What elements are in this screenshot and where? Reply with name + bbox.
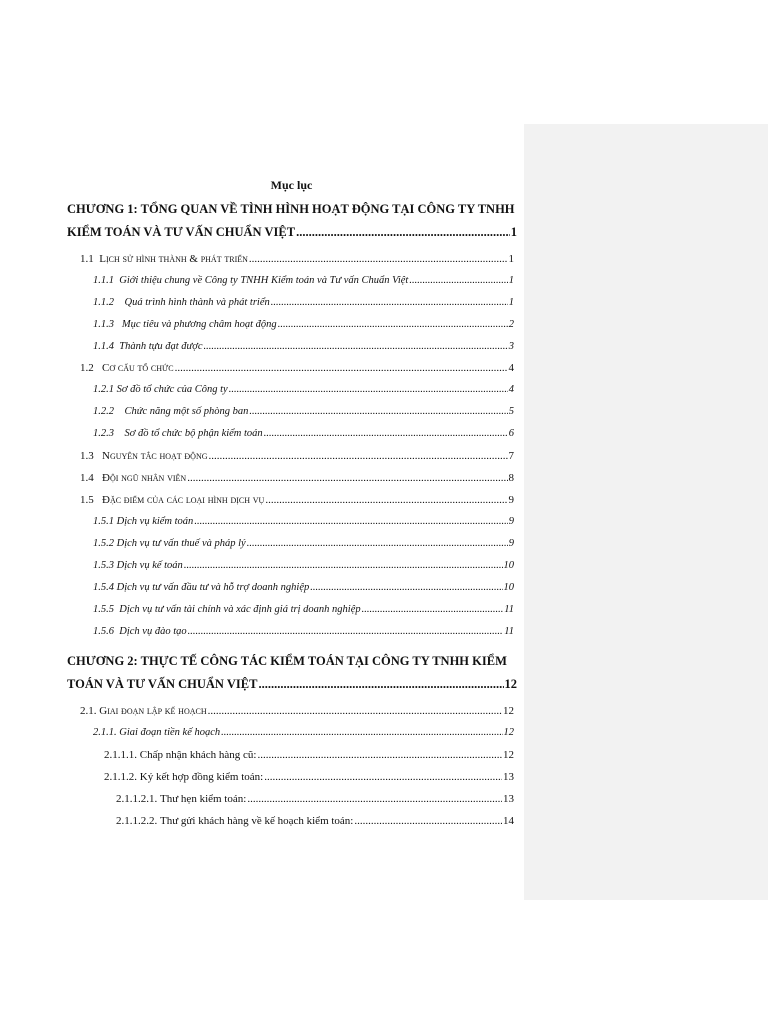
toc-entry[interactable] <box>93 275 514 286</box>
page-number: 1 <box>508 275 514 286</box>
entry-number: 1.2.3 <box>93 428 114 439</box>
toc-entry[interactable] <box>116 793 514 805</box>
toc-entry[interactable] <box>80 472 514 484</box>
page-number: 13 <box>503 793 514 805</box>
page-number: 9 <box>508 538 514 549</box>
entry-number: 1.1 <box>80 253 94 265</box>
entry-text: Nguyên tắc hoạt động <box>102 450 208 462</box>
entry-number: 1.3 <box>80 450 94 462</box>
toc-title: Mục lục <box>270 178 313 192</box>
leader-dots <box>354 815 502 827</box>
leader-dots <box>204 341 508 352</box>
leader-dots <box>271 297 508 308</box>
toc-entry[interactable] <box>80 450 514 462</box>
toc-entry[interactable] <box>80 494 514 506</box>
page-number: 1 <box>508 253 514 265</box>
page-number: 11 <box>504 604 514 615</box>
toc-entry[interactable] <box>93 406 514 417</box>
toc-entry[interactable] <box>93 319 514 330</box>
entry-text: Dịch vụ tư vấn tài chính và xác định giá trị doanh nghiệp <box>119 604 361 615</box>
toc-entry[interactable] <box>93 538 514 549</box>
entry-text: Ký kết hợp đồng kiểm toán: <box>139 771 264 783</box>
page-number: 12 <box>503 727 514 738</box>
toc-entry[interactable] <box>80 362 514 374</box>
leader-dots <box>409 275 507 286</box>
entry-number: 1.1.3 <box>93 319 114 330</box>
chapter1-heading[interactable] <box>67 225 517 240</box>
page-number: 2 <box>508 319 514 330</box>
leader-dots <box>264 428 508 439</box>
page-number: 1 <box>510 225 517 239</box>
entry-text: Sơ đồ tổ chức của Công ty <box>116 384 228 395</box>
toc-entry[interactable] <box>93 727 514 738</box>
leader-dots <box>247 538 508 549</box>
entry-number: 1.4 <box>80 472 94 484</box>
toc-entry[interactable] <box>104 771 514 783</box>
entry-number: 2.1.1.1. <box>104 749 137 761</box>
entry-number: 1.2 <box>80 362 94 374</box>
toc-entry[interactable] <box>93 604 514 615</box>
toc-entry[interactable] <box>93 582 514 593</box>
page-number: 12 <box>504 677 517 691</box>
entry-number: 1.5.1 <box>93 516 114 527</box>
leader-dots <box>187 472 507 484</box>
page-number: 4 <box>508 384 514 395</box>
entry-text: Dịch vụ đào tạo <box>119 626 187 637</box>
entry-number: 1.1.1 <box>93 275 114 286</box>
page-number: 14 <box>503 815 514 827</box>
page-number: 6 <box>508 428 514 439</box>
entry-number: 2.1.1. <box>93 727 117 738</box>
entry-text: Đội ngũ nhân viên <box>102 472 187 484</box>
page-number: 3 <box>508 341 514 352</box>
leader-dots <box>184 560 503 571</box>
page-number: 12 <box>503 749 514 761</box>
entry-text: Dịch vụ kế toán <box>116 560 183 571</box>
leader-dots <box>175 362 508 374</box>
page-number: 9 <box>508 516 514 527</box>
entry-number: 2.1.1.2. <box>104 771 137 783</box>
toc-entry[interactable] <box>93 516 514 527</box>
entry-number: 1.5.2 <box>93 538 114 549</box>
comment-pane <box>524 124 768 900</box>
entry-number: 1.5.3 <box>93 560 114 571</box>
page-number: 10 <box>503 582 514 593</box>
toc-entry[interactable] <box>93 626 514 637</box>
chapter1-heading-line2: KIỂM TOÁN VÀ TƯ VẤN CHUẨN VIỆT <box>67 225 296 239</box>
entry-text: Thành tựu đạt được <box>119 341 203 352</box>
leader-dots <box>278 319 508 330</box>
entry-number: 1.2.1 <box>93 384 114 395</box>
entry-text: Thư hẹn kiểm toán: <box>160 793 247 805</box>
entry-text: Đặc điểm của các loại hình dịch vụ <box>102 494 265 506</box>
toc-entry[interactable] <box>93 560 514 571</box>
leader-dots <box>208 705 502 717</box>
leader-dots <box>249 253 508 265</box>
entry-text: Thư gửi khách hàng về kế hoạch kiểm toán: <box>160 815 354 827</box>
toc-entry[interactable] <box>104 749 514 761</box>
entry-text: Giai đoạn lập kế hoạch <box>99 705 207 717</box>
entry-text: Mục tiêu và phương châm hoạt động <box>121 319 277 330</box>
entry-number: 1.2.2 <box>93 406 114 417</box>
page-number: 1 <box>508 297 514 308</box>
toc-entry[interactable] <box>93 341 514 352</box>
leader-dots <box>257 749 502 761</box>
toc-entry[interactable] <box>93 384 514 395</box>
leader-dots <box>229 384 508 395</box>
leader-dots <box>221 727 502 738</box>
toc-entry[interactable] <box>116 815 514 827</box>
page-number: 7 <box>508 450 514 462</box>
entry-text: Dịch vụ tư vấn đầu tư và hỗ trợ doanh nghiệp <box>116 582 310 593</box>
page-number: 5 <box>508 406 514 417</box>
leader-dots <box>362 604 504 615</box>
entry-text: Dịch vụ tư vấn thuế và pháp lý <box>116 538 246 549</box>
page-number: 8 <box>508 472 514 484</box>
entry-number: 1.5.4 <box>93 582 114 593</box>
page-number: 11 <box>504 626 514 637</box>
entry-text: Lịch sử hình thành & phát triển <box>99 253 248 265</box>
entry-text: Giới thiệu chung về Công ty TNHH Kiểm toán và Tư vấn Chuẩn Việt <box>119 275 409 286</box>
leader-dots <box>209 450 508 462</box>
leader-dots <box>247 793 502 805</box>
leader-dots <box>264 771 502 783</box>
entry-text: Cơ cấu tổ chức <box>102 362 174 374</box>
page-number: 13 <box>503 771 514 783</box>
chapter2-heading-line2: TOÁN VÀ TƯ VẤN CHUẨN VIỆT <box>67 677 258 691</box>
leader-dots <box>310 582 502 593</box>
leader-dots <box>258 677 503 692</box>
entry-number: 1.1.4 <box>93 341 114 352</box>
page-number: 9 <box>508 494 514 506</box>
entry-number: 1.5.5 <box>93 604 114 615</box>
leader-dots <box>265 494 507 506</box>
entry-text: Quá trình hình thành và phát triển <box>124 297 270 308</box>
entry-text: Chấp nhận khách hàng cũ: <box>139 749 257 761</box>
toc-entry[interactable] <box>93 297 514 308</box>
leader-dots <box>249 406 507 417</box>
entry-number: 1.5 <box>80 494 94 506</box>
leader-dots <box>296 225 510 240</box>
entry-number: 2.1.1.2.2. <box>116 815 158 827</box>
entry-text: Sơ đồ tổ chức bộ phận kiểm toán <box>124 428 263 439</box>
entry-text: Dịch vụ kiểm toán <box>116 516 194 527</box>
entry-number: 1.1.2 <box>93 297 114 308</box>
leader-dots <box>188 626 504 637</box>
entry-text: Chức năng một số phòng ban <box>124 406 249 417</box>
chapter1-heading-line1: CHƯƠNG 1: TỔNG QUAN VỀ TÌNH HÌNH HOẠT ĐỘNG TẠI CÔNG TY TNHH <box>67 202 515 216</box>
entry-number: 2.1.1.2.1. <box>116 793 158 805</box>
page-number: 4 <box>508 362 514 374</box>
chapter2-heading[interactable] <box>67 677 517 692</box>
entry-text: Giai đoạn tiền kế hoạch <box>119 727 221 738</box>
chapter2-heading-line1: CHƯƠNG 2: THỰC TẾ CÔNG TÁC KIỂM TOÁN TẠI CÔNG TY TNHH KIỂM <box>67 654 507 668</box>
toc-entry[interactable] <box>80 705 514 717</box>
page-number: 12 <box>503 705 514 717</box>
leader-dots <box>194 516 507 527</box>
toc-entry[interactable] <box>93 428 514 439</box>
toc-entry[interactable] <box>80 253 514 265</box>
page-number: 10 <box>503 560 514 571</box>
entry-number: 1.5.6 <box>93 626 114 637</box>
entry-number: 2.1. <box>80 705 97 717</box>
